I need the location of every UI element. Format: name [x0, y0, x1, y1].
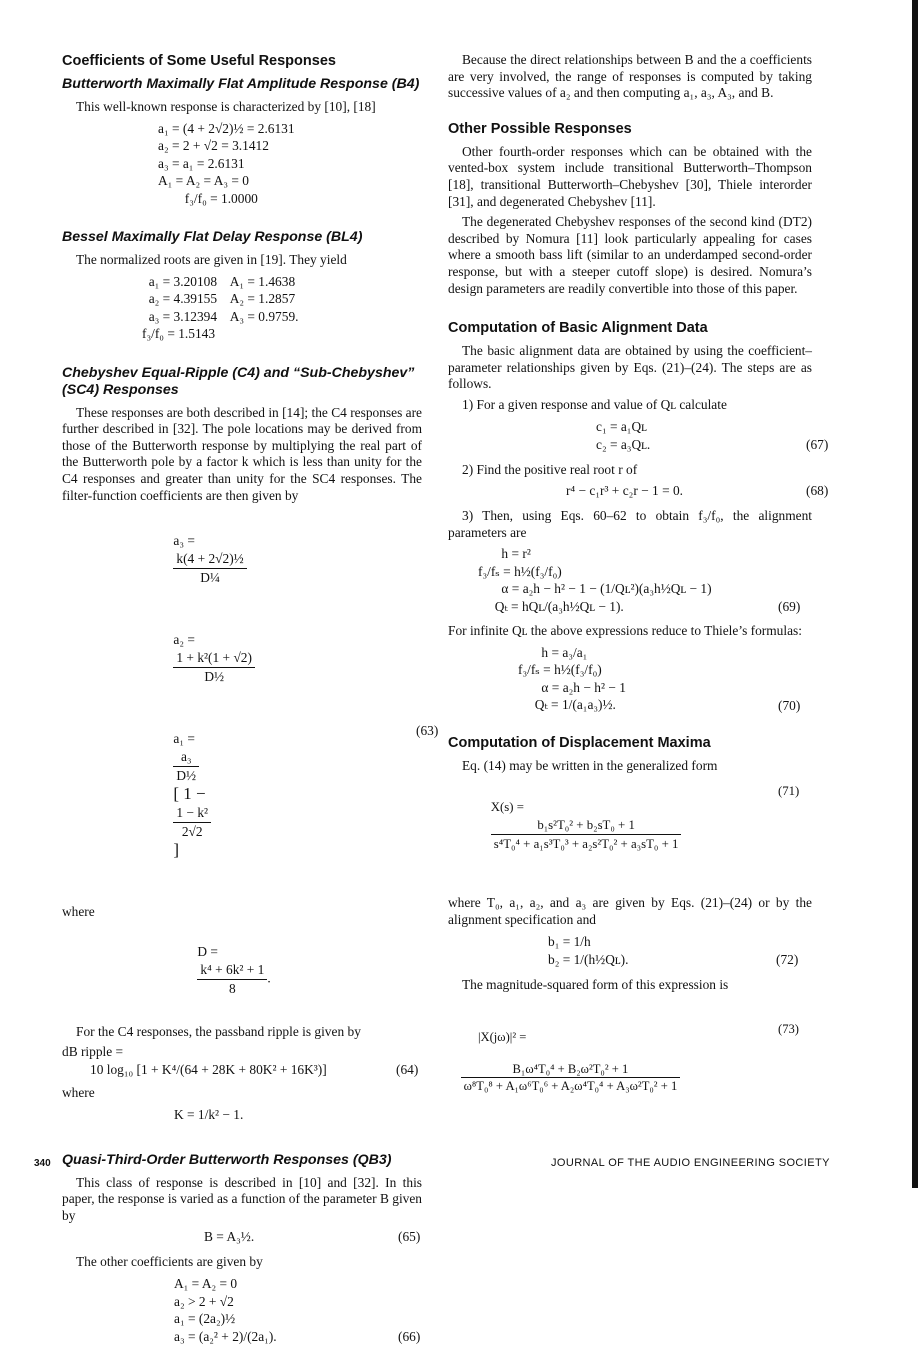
paragraph-qb3: This class of response is described in [10] and [32]. In this paper, the response is varied as a function of the parameter B given by: [62, 1174, 422, 1223]
paragraph-where: where T₀, a₁, a₂, and a₃ are given by Eqs. (21)–(24) or by the alignment specification and: [448, 895, 812, 928]
subheading-quasi-third: Quasi-Third-Order Butterworth Responses (QB3): [62, 1151, 392, 1168]
equation-63-a3: a₃ = $\frac{\text{k(4 + 2√2)½}}{\text{D¼}}$: [160, 514, 422, 605]
equation-67: c₁ = a₁Qʟ c₂ = a₃Qʟ. (67): [596, 418, 829, 452]
right-column: [448, 52, 829, 1126]
journal-footer: JOURNAL OF THE AUDIO ENGINEERING SOCIETY: [551, 1157, 830, 1169]
equation-64: 10 log₁₀ [1 + K⁴/(64 + 28K + 80K² + 16K³)] (64): [90, 1062, 419, 1078]
subheading-chebyshev: Chebyshev Equal-Ripple (C4) and “Sub-Chebyshev” (SC4) Responses: [62, 364, 415, 398]
equation-63-a2: a₂ = $\frac{\text{1 + k²(1 + √2)}}{\text{D½}}$: [160, 613, 422, 704]
equation-number-63: (63): [416, 723, 439, 739]
paragraph-other-coefficients: The other coefficients are given by: [76, 1254, 263, 1270]
paragraph-bl4: The normalized roots are given in [19]. They yield: [76, 252, 347, 268]
equation-bl4: a₁ = 3.20108 A₁ = 1.4638 a₂ = 4.39155 A₂ = 1.2857 a₃ = 3.12394 A₃ = 0.9759. f₃/f₀ = 1.5143: [142, 273, 299, 342]
equation-b4: a₁ = (4 + 2√2)½ = 2.6131 a₂ = 2 + √2 = 3.1412 a₃ = a₁ = 2.6131 A₁ = A₂ = A₃ = 0 f₃/f₀ = 1.0000: [158, 120, 295, 206]
step-1: 1) For a given response and value of Qʟ calculate: [462, 396, 727, 412]
paragraph-b4: This well-known response is characterized by [10], [18]: [76, 99, 376, 114]
page-number: 340: [34, 1158, 51, 1169]
equation-64-label: dB ripple =: [62, 1044, 124, 1060]
equation-72: b₁ = 1/h b₂ = 1/(h½Qʟ). (72): [548, 933, 799, 967]
section-heading-displacement: Computation of Displacement Maxima: [448, 734, 711, 751]
paragraph-intro: Because the direct relationships between B and the a coefficients are very involved, the range of responses is computed by taking successive values of a₂ and then computing a₁, a₃, A₃, and B.: [448, 52, 812, 101]
paragraph-displacement: Eq. (14) may be written in the generalized form: [462, 757, 718, 773]
step-2: 2) Find the positive real root r of: [462, 461, 638, 477]
where-text: where: [62, 904, 95, 920]
equation-D: D = $\frac{\text{k⁴ + 6k² + 1}}{8}$ .: [197, 943, 271, 996]
subheading-butterworth: Butterworth Maximally Flat Amplitude Response (B4): [62, 76, 420, 92]
paragraph-ripple: For the C4 responses, the passband ripple is given by: [76, 1023, 361, 1039]
equation-63-a1: a₁ = $\frac{\text{a₃}}{\text{D½}}$ [ 1 − $\frac{\text{1 − k²}}{2√2}$ ] (63): [173, 723, 439, 860]
section-heading-coefficients: Coefficients of Some Useful Responses: [62, 53, 336, 69]
paragraph-other-2: The degenerated Chebyshev responses of the second kind (DT2) described by Nomura [11] look particularly appealing for cases where a smooth bass lift (similar to an underdamped second-order response, but with a steeper cutoff slope) is desired. Nomura’s design parameters are readily convertible into those of this paper.: [448, 214, 812, 296]
subheading-bessel: Bessel Maximally Flat Delay Response (BL4): [62, 229, 363, 246]
paragraph-magnitude: The magnitude-squared form of this expression is: [462, 976, 729, 992]
paragraph-c4: These responses are both described in [14]; the C4 responses are further described in [32]. The pole locations may be derived from those of the Butterworth response by multiplying the real part of the Butterworth pole by a factor k which is less than unity for the C4 responses and greater than unity for the SC4 responses. The filter-function coefficients are then given by: [62, 404, 422, 503]
equation-69: h = r² f₃/fₛ = h½(f₃/f₀) α = a₂h − h² − 1 − (1/Qʟ²)(a₃h½Qʟ − 1) Qₜ = hQʟ/(a₃h½Qʟ − 1). (69): [478, 546, 801, 615]
paragraph-infinite: For infinite Qʟ the above expressions reduce to Thiele’s formulas:: [448, 623, 802, 639]
left-column: [62, 52, 439, 1353]
scan-edge-bar: [912, 0, 918, 1188]
paragraph-basic: The basic alignment data are obtained by using the coefficient–parameter relationships given by Eqs. (21)–(24). The steps are as follows.: [448, 343, 812, 392]
equation-66: A₁ = A₂ = 0 a₂ > 2 + √2 a₁ = (2a₂)½ a₃ = (a₂² + 2)/(2a₁). (66): [174, 1276, 421, 1344]
equation-68: r⁴ − c₁r³ + c₂r − 1 = 0. (68): [566, 483, 829, 499]
where-text-2: where: [62, 1085, 95, 1101]
section-heading-basic: Computation of Basic Alignment Data: [448, 320, 708, 337]
equation-71: X(s) = $\frac{\text{b₁s²T₀² + b₂sT₀ + 1}}{\text{s⁴T₀⁴ + a₁s³T₀³ + a₂s²T₀² + a₃sT₀ + 1}}$ (71): [490, 784, 800, 852]
equation-65: B = A₃½. (65): [204, 1229, 421, 1245]
equation-70: h = a₃/a₁ f₃/fₛ = h½(f₃/f₀) α = a₂h − h² − 1 Qₜ = 1/(a₁a₃)½. (70): [518, 644, 801, 713]
equation-73: |X(jω)|² = $\frac{\text{B₁ω⁴T₀⁴ + B₂ω²T₀² + 1}}{\text{ω⁸T₀⁸ + A₁ω⁶T₀⁶ + A₂ω⁴T₀⁴ + A₃ω²T₀² + 1}}$ (73): [478, 997, 812, 1126]
step-3: 3) Then, using Eqs. 60–62 to obtain f₃/f₀, the alignment parameters are: [448, 508, 812, 540]
paragraph-other-1: Other fourth-order responses which can be obtained with the vented-box system include transitional Butterworth–Thompson [18], transitional Butterworth–Chebyshev [30], Thiele interorder [31], and degenerated Chebyshev [11].: [448, 143, 812, 209]
equation-K: K = 1/k² − 1.: [174, 1106, 244, 1122]
section-heading-other: Other Possible Responses: [448, 120, 632, 137]
